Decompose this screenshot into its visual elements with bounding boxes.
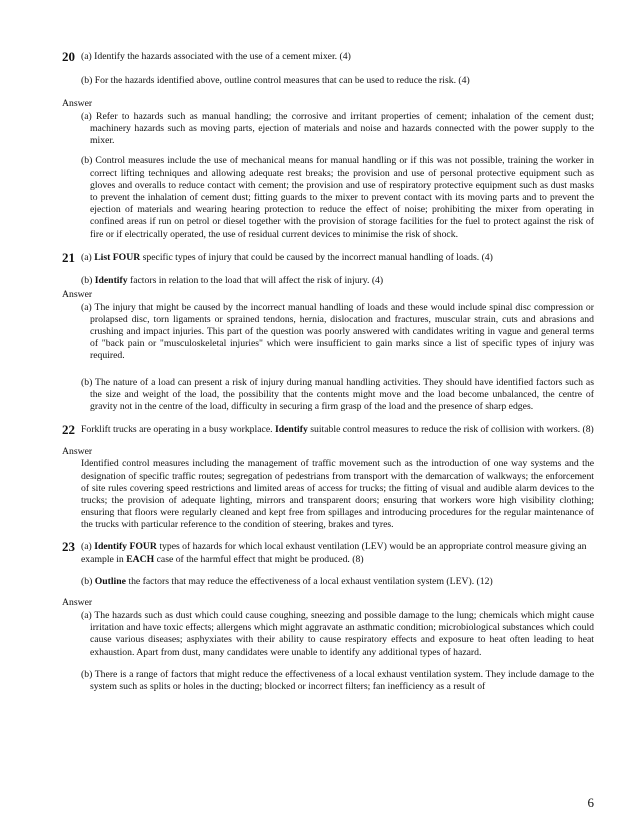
question-20: [0, 50, 638, 241]
question-21-part-b: [0, 274, 638, 288]
question-text: (a) Identify the hazards associated with the use of a cement mixer. (4): [81, 51, 351, 62]
question-22: [0, 423, 638, 531]
question-23-part-b: [0, 575, 638, 589]
question-text: specific types of injury that could be caused by the incorrect manual handling of loads. (4): [140, 251, 493, 263]
question-text: the factors that may reduce the effectiveness of a local exhaust ventilation system (LEV). (12): [125, 575, 493, 587]
question-keyword: Identify FOUR: [94, 540, 157, 552]
question-keyword: Identify: [94, 275, 128, 287]
question-text: suitable control measures to reduce the risk of collision with workers. (8): [307, 424, 594, 436]
question-text: case of the harmful effect that might be produced. (8): [154, 554, 364, 566]
question-20-part-a: [0, 50, 638, 64]
question-keyword: Identify: [274, 424, 308, 436]
question-text: (b): [81, 275, 95, 287]
question-number: 20: [62, 49, 75, 64]
question-number: 21: [62, 249, 75, 265]
question-23-part-a: [0, 540, 638, 567]
answer-label: Answer: [62, 597, 93, 609]
question-text: (a): [81, 251, 95, 263]
answer-label: Answer: [62, 98, 93, 110]
page-number: 6: [587, 795, 594, 810]
question-text: types of hazards for which local exhaust ventilation (LEV) would be an appropriate control measure giving an example in: [81, 540, 587, 566]
answer-21-b: (b) The nature of a load can present a risk of injury during manual handling activities. They should have identified factors such as the size and weight of the load, the possibility that the contents might move and the load become unbalanced, the centre of gravity not in the centre of the load, difficulty in securing a firm grasp of the load and the presence of sharp edges.: [81, 376, 594, 413]
question-number: 23: [62, 538, 75, 554]
answer-label: Answer: [62, 445, 93, 457]
answer-20-b: (b) Control measures include the use of mechanical means for manual handling or if this was not possible, training the worker in correct lifting techniques and allowing adequate rest breaks; the provision and use of personal protective equipment such as gloves and overalls to reduce contact with cement; the provision and use of respiratory protective equipment such as dust masks to prevent the inhalation of cement dust; fitting guards to the mixer to prevent contact with its moving parts and to prevent the ejection of materials and wearing hearing protection to reduce the effect of noise; prohibiting the mixer from operating in confined areas if run on petrol or diesel together with the provision of storage facilities for the fuel to protect against the risk of fire or if electrically operated, the use of residual current devices to minimise the risk of shock.: [81, 155, 594, 240]
question-text: Forklift trucks are operating in a busy workplace.: [81, 424, 275, 436]
answer-label: Answer: [62, 289, 93, 300]
answer-23-a: (a) The hazards such as dust which could cause coughing, sneezing and possible damage to the lung; chemicals which might cause irritation and have toxic effects; allergens which might aggravate an asthmatic condition; microbiological substances which could cause various diseases; asphyxiates with their ability to cause respiratory effects and exposure to heat often leading to heat exhaustion. Apart from dust, many candidates were unable to identify any additional types of hazard.: [81, 610, 594, 658]
answer-23-b: (b) There is a range of factors that might reduce the effectiveness of a local exhaust ventilation system. They include damage to the system such as splits or holes in the ducting; blocked or incorrect filters; fan inefficiency as a result of: [81, 668, 594, 693]
question-21-part-a: [0, 251, 638, 265]
answer-20-a: (a) Refer to hazards such as manual handling; the corrosive and irritant properties of cement; inhalation of the cement dust; machinery hazards such as moving parts, ejection of materials and noise and hazards connected with the power supply to the mixer.: [81, 110, 594, 147]
question-21: [0, 251, 638, 413]
question-keyword: List FOUR: [94, 251, 141, 263]
question-number: 22: [62, 422, 75, 438]
answer-22: Identified control measures including the management of traffic movement such as the introduction of one way systems and the designation of specific traffic routes; segregation of pedestrians from transport with the demarcation of walkways; the enforcement of site rules covering speed restrictions and limited areas of access for trucks; the fitting of visual and audible alarm devices to the trucks; the provision of adequate lighting, mirrors and transparent doors; ensuring that workers wore high visibility clothing; ensuring that floors were regularly cleaned and kept free from spillages and introducing procedures for the regular maintenance of the trucks with particular reference to the condition of steering, brakes and tyres.: [81, 458, 594, 531]
question-22-text: [0, 423, 638, 437]
question-20-part-b: (b) For the hazards identified above, outline control measures that can be used to reduce the risk. (4): [81, 74, 470, 86]
question-23: [0, 540, 638, 694]
question-keyword: Outline: [94, 575, 126, 587]
question-keyword: EACH: [126, 554, 155, 566]
question-text: (a): [81, 540, 95, 552]
question-text: factors in relation to the load that will affect the risk of injury. (4): [127, 275, 384, 287]
question-text: (b): [81, 575, 95, 587]
answer-21-a: (a) The injury that might be caused by the incorrect manual handling of loads and these would include spinal disc compression or prolapsed disc, torn ligaments or sprained tendons, hernia, dislocation and fractures, muscular strain, cuts and abrasions and crushing and impact injuries. This part of the question was poorly answered with candidates writing in vague and general terms of "back pain or "musculoskeletal injuries" which were insufficient to gain marks since a list of specific types of injury was required.: [81, 301, 594, 362]
page-content: [0, 50, 638, 693]
